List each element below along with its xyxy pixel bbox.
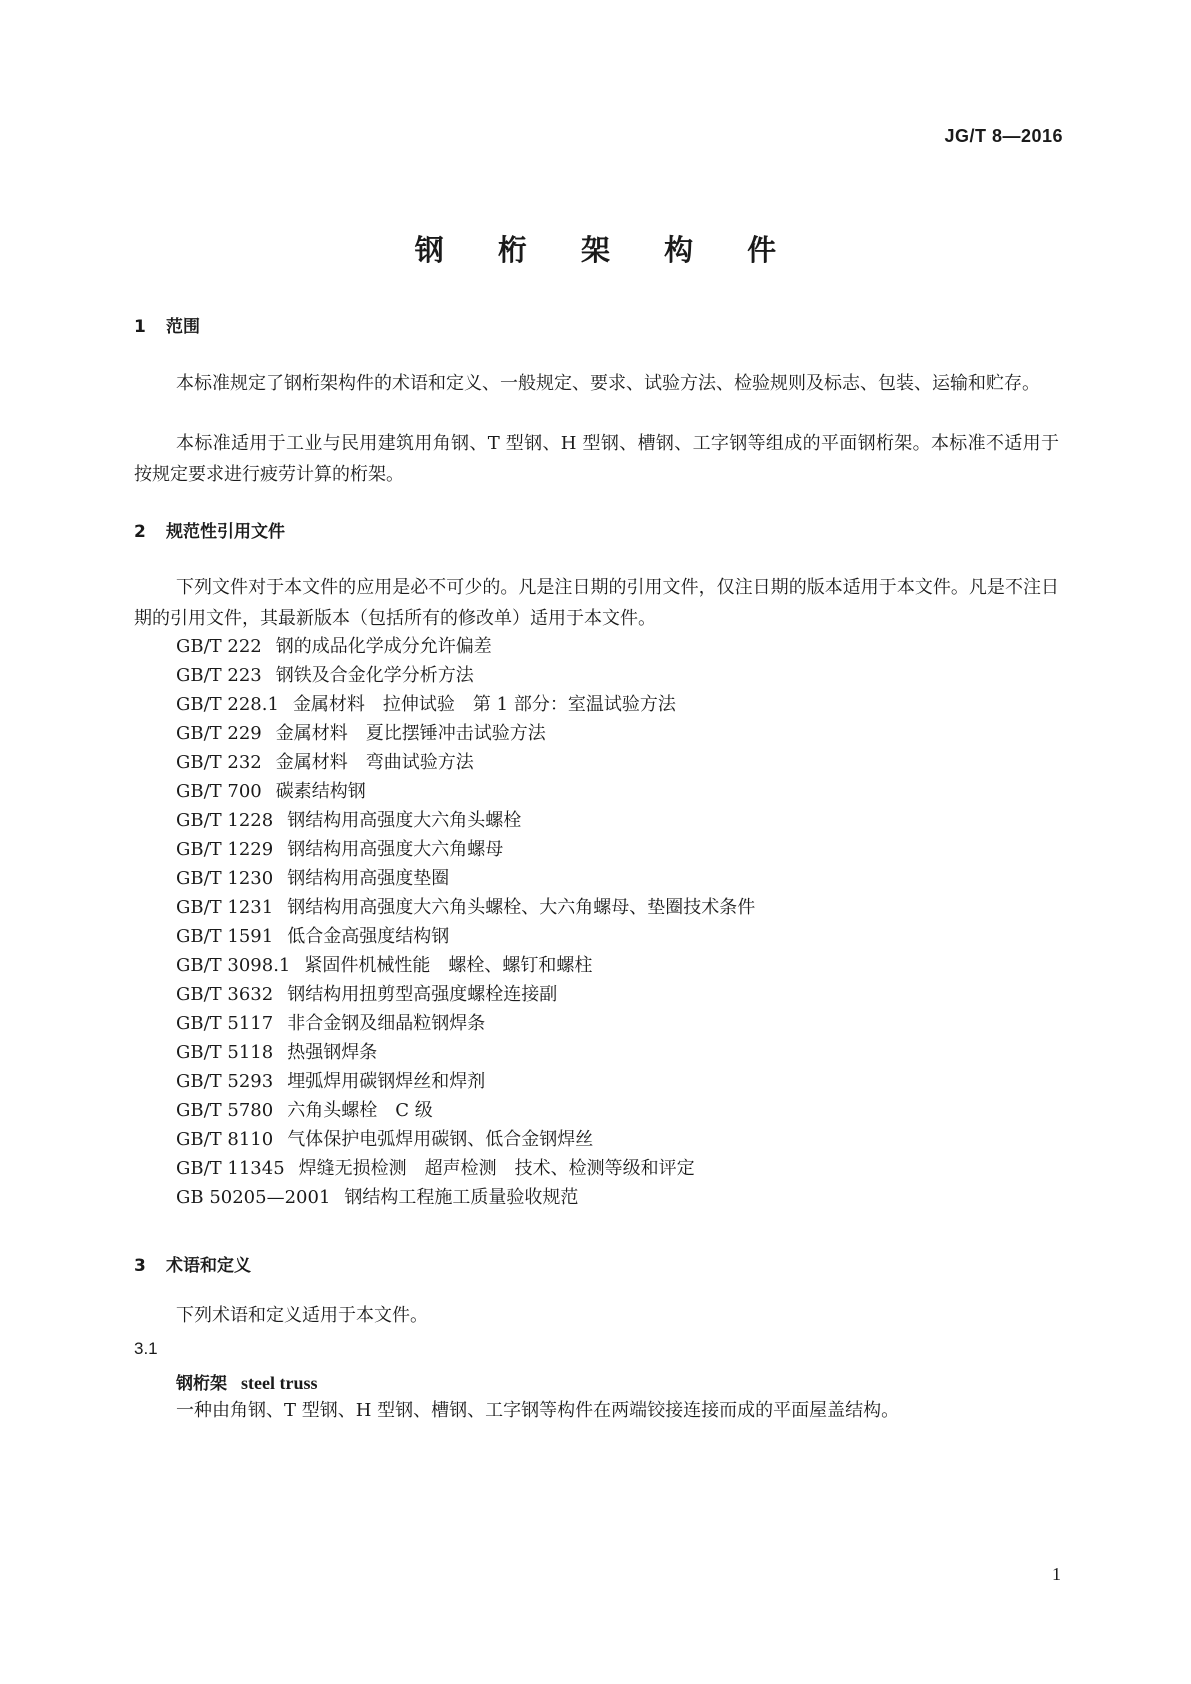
reference-code: GB/T 222: [176, 636, 262, 657]
reference-code: GB 50205—2001: [176, 1187, 331, 1208]
reference-item: [176, 864, 449, 894]
reference-code: GB/T 232: [176, 752, 262, 773]
section-title: 规范性引用文件: [166, 522, 285, 542]
reference-title: 埋弧焊用碳钢焊丝和焊剂: [287, 1071, 486, 1092]
reference-item: [176, 1038, 377, 1068]
reference-title: 金属材料 弯曲试验方法: [275, 752, 474, 773]
section-title: 范围: [166, 317, 200, 337]
section-2-heading: [134, 517, 285, 542]
reference-title: 气体保护电弧焊用碳钢、低合金钢焊丝: [287, 1129, 594, 1150]
reference-item: [176, 1154, 695, 1184]
reference-code: GB/T 3632: [176, 984, 274, 1005]
reference-code: GB/T 1591: [176, 926, 274, 947]
reference-item: [176, 806, 521, 836]
reference-item: [176, 690, 676, 720]
section-number: 1: [134, 317, 146, 337]
reference-code: GB/T 5780: [176, 1100, 274, 1121]
reference-item: [176, 1125, 593, 1155]
reference-title: 钢结构用高强度大六角头螺栓、大六角螺母、垫圈技术条件: [287, 897, 756, 918]
reference-code: GB/T 3098.1: [176, 955, 291, 976]
reference-item: [176, 1096, 433, 1126]
section-1-paragraph-1: 本标准规定了钢桁架构件的术语和定义、一般规定、要求、试验方法、检验规则及标志、包装、运输和贮存。: [176, 373, 1040, 394]
section-1-paragraph-2: 本标准适用于工业与民用建筑用角钢、T 型钢、H 型钢、槽钢、工字钢等组成的平面钢桁架。本标准不适用于按规定要求进行疲劳计算的桁架。: [134, 433, 1059, 485]
reference-code: GB/T 1229: [176, 839, 274, 860]
reference-item: [176, 980, 557, 1010]
reference-title: 紧固件机械性能 螺栓、螺钉和螺柱: [304, 955, 593, 976]
section-3-heading: [134, 1251, 251, 1276]
reference-item: [176, 632, 492, 662]
reference-title: 热强钢焊条: [287, 1042, 378, 1063]
term-heading: [176, 1369, 317, 1394]
reference-title: 金属材料 夏比摆锤冲击试验方法: [275, 723, 546, 744]
reference-title: 六角头螺栓 C 级: [287, 1100, 433, 1121]
reference-title: 钢铁及合金化学分析方法: [275, 665, 474, 686]
standard-code: JG/T 8—2016: [944, 126, 1063, 146]
term-name-en: steel truss: [241, 1373, 318, 1393]
reference-item: [176, 748, 474, 778]
reference-title: 钢的成品化学成分允许偏差: [275, 636, 492, 657]
reference-code: GB/T 8110: [176, 1129, 274, 1150]
reference-item: [176, 1183, 578, 1213]
reference-code: GB/T 5293: [176, 1071, 274, 1092]
reference-code: GB/T 5118: [176, 1042, 274, 1063]
reference-title: 碳素结构钢: [275, 781, 366, 802]
reference-item: [176, 922, 449, 952]
reference-title: 钢结构用扭剪型高强度螺栓连接副: [287, 984, 558, 1005]
reference-code: GB/T 229: [176, 723, 262, 744]
document-title: 钢 桁 架 构 件: [414, 233, 799, 267]
term-definition: 一种由角钢、T 型钢、H 型钢、槽钢、工字钢等构件在两端铰接连接而成的平面屋盖结构。: [176, 1400, 900, 1421]
reference-code: GB/T 1231: [176, 897, 274, 918]
reference-title: 钢结构用高强度大六角螺母: [287, 839, 504, 860]
section-number: 3: [134, 1256, 146, 1276]
page-number: 1: [1052, 1564, 1061, 1584]
reference-item: [176, 951, 592, 981]
reference-item: [176, 777, 366, 807]
reference-title: 钢结构用高强度大六角头螺栓: [287, 810, 522, 831]
reference-item: [176, 835, 503, 865]
reference-item: [176, 1067, 485, 1097]
reference-code: GB/T 1228: [176, 810, 274, 831]
term-name-zh: 钢桁架: [176, 1374, 227, 1394]
section-3-intro: 下列术语和定义适用于本文件。: [176, 1305, 428, 1326]
reference-code: GB/T 11345: [176, 1158, 285, 1179]
reference-title: 非合金钢及细晶粒钢焊条: [287, 1013, 486, 1034]
section-2-intro: 下列文件对于本文件的应用是必不可少的。凡是注日期的引用文件，仅注日期的版本适用于本文件。凡是不注日期的引用文件，其最新版本（包括所有的修改单）适用于本文件。: [134, 577, 1059, 629]
section-number: 2: [134, 522, 146, 542]
reference-code: GB/T 5117: [176, 1013, 274, 1034]
reference-item: [176, 661, 474, 691]
reference-title: 焊缝无损检测 超声检测 技术、检测等级和评定: [298, 1158, 695, 1179]
reference-title: 金属材料 拉伸试验 第 1 部分：室温试验方法: [292, 694, 676, 715]
section-1-heading: [134, 312, 200, 337]
reference-item: [176, 893, 755, 923]
reference-code: GB/T 228.1: [176, 694, 279, 715]
reference-title: 钢结构用高强度垫圈: [287, 868, 450, 889]
reference-title: 低合金高强度结构钢: [287, 926, 450, 947]
reference-code: GB/T 223: [176, 665, 262, 686]
term-number: 3.1: [134, 1339, 158, 1358]
section-title: 术语和定义: [166, 1256, 251, 1276]
reference-title: 钢结构工程施工质量验收规范: [344, 1187, 579, 1208]
reference-code: GB/T 1230: [176, 868, 274, 889]
reference-item: [176, 1009, 485, 1039]
reference-code: GB/T 700: [176, 781, 262, 802]
reference-item: [176, 719, 546, 749]
